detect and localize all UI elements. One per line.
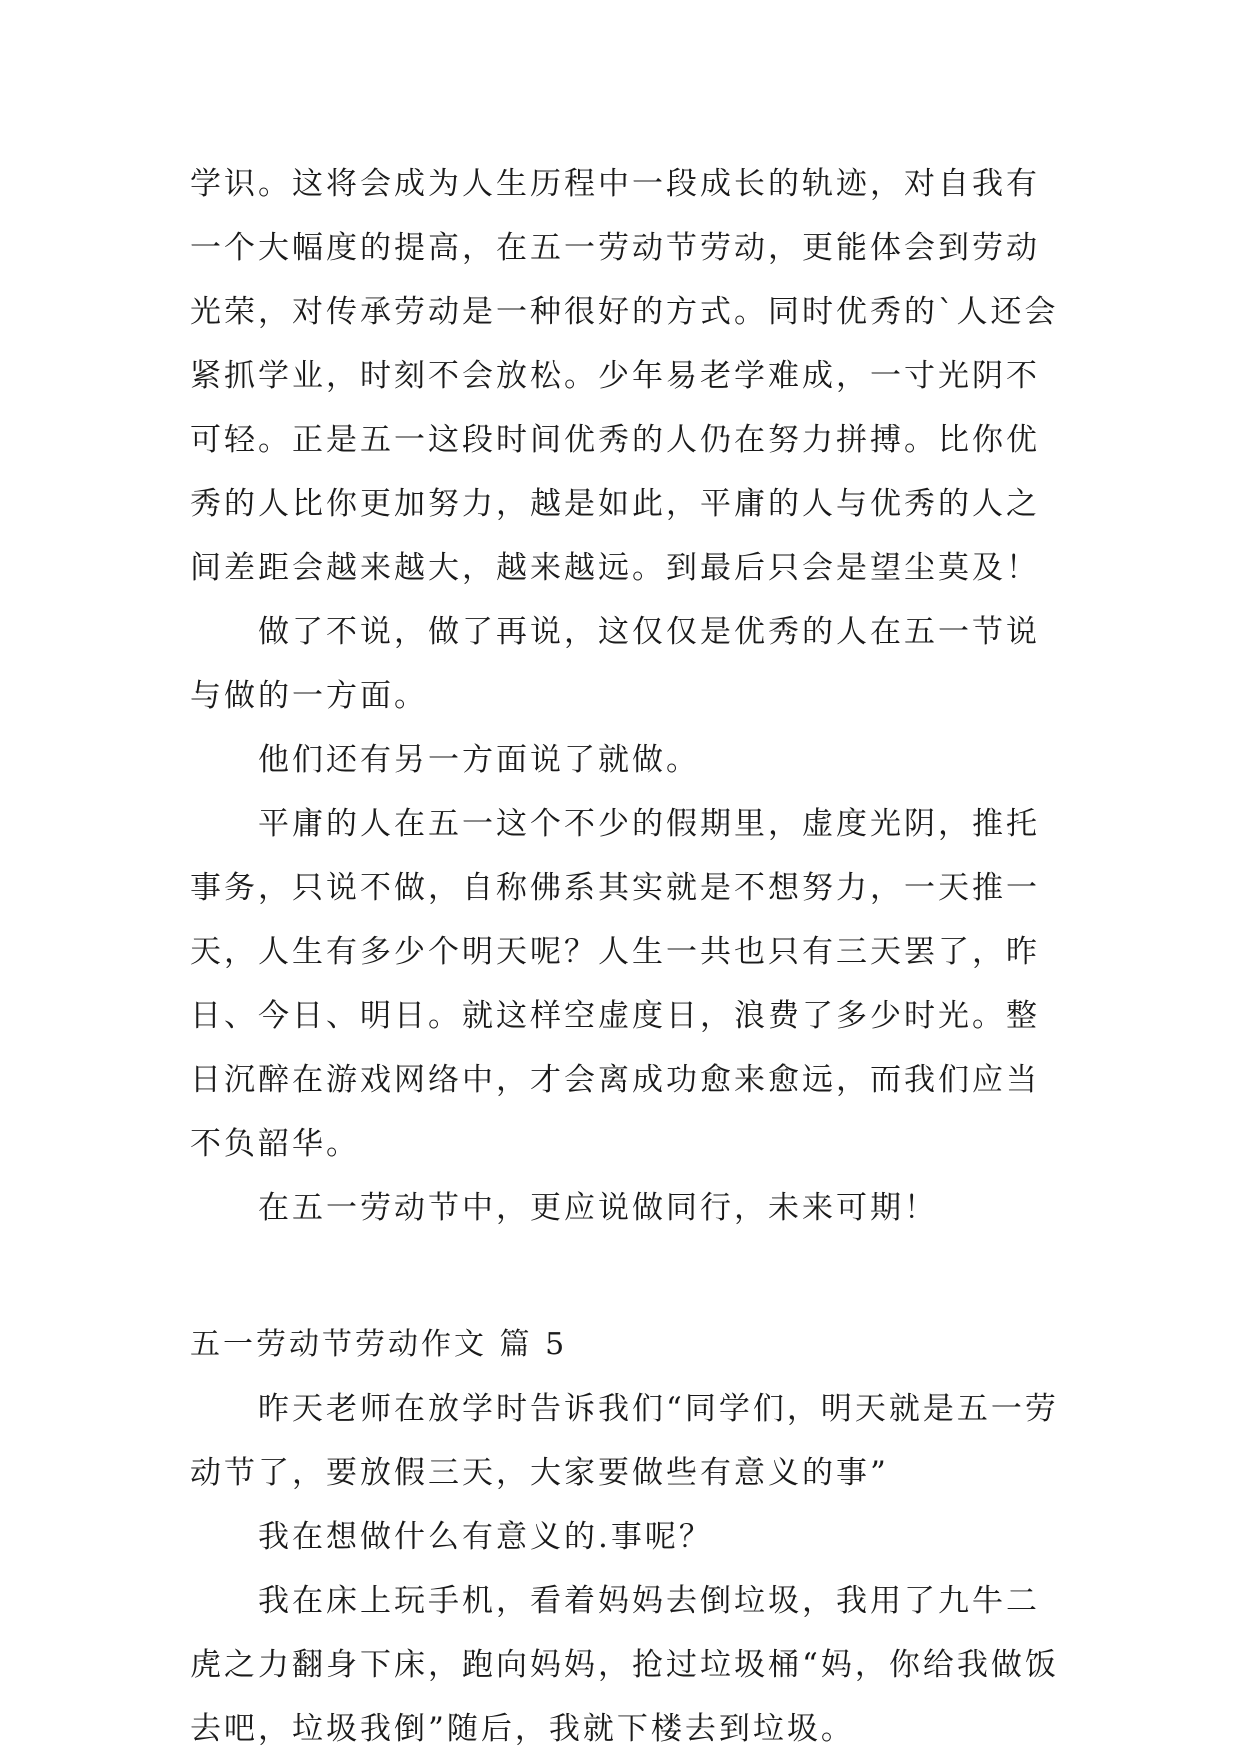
section-heading: 五一劳动节劳动作文 篇 5 (190, 1327, 568, 1362)
paragraph: 我在床上玩手机，看着妈妈去倒垃圾，我用了九牛二虎之力翻身下床，跑向妈妈，抢过垃圾桶“妈，你给我做饭去吧，垃圾我倒”随后，我就下楼去到垃圾。 (190, 1583, 1059, 1747)
continuation-paragraph: 学识。这将会成为人生历程中一段成长的轨迹，对自我有一个大幅度的提高，在五一劳动节劳动，更能体会到劳动光荣，对传承劳动是一种很好的方式。同时优秀的`人还会紧抓学业，时刻不会放松。少年易老学难成，一寸光阴不可轻。正是五一这段时间优秀的人仍在努力拼搏。比你优秀的人比你更加努力，越是如此，平庸的人与优秀的人之间差距会越来越大，越来越远。到最后只会是望尘莫及！ (190, 166, 1059, 586)
paragraph: 在五一劳动节中，更应说做同行，未来可期！ (258, 1190, 938, 1226)
paragraph: 做了不说，做了再说，这仅仅是优秀的人在五一节说与做的一方面。 (190, 614, 1040, 714)
paragraph: 他们还有另一方面说了就做。 (258, 742, 700, 778)
paragraph: 昨天老师在放学时告诉我们“同学们，明天就是五一劳动节了，要放假三天，大家要做些有意义的事” (190, 1391, 1059, 1491)
paragraph: 平庸的人在五一这个不少的假期里，虚度光阴，推托事务，只说不做，自称佛系其实就是不想努力，一天推一天，人生有多少个明天呢？人生一共也只有三天罢了，昨日、今日、明日。就这样空虚度日，浪费了多少时光。整日沉醉在游戏网络中，才会离成功愈来愈远，而我们应当不负韶华。 (190, 806, 1040, 1162)
paragraph: 我在想做什么有意义的.事呢？ (258, 1519, 713, 1555)
document-body (190, 152, 1060, 1761)
